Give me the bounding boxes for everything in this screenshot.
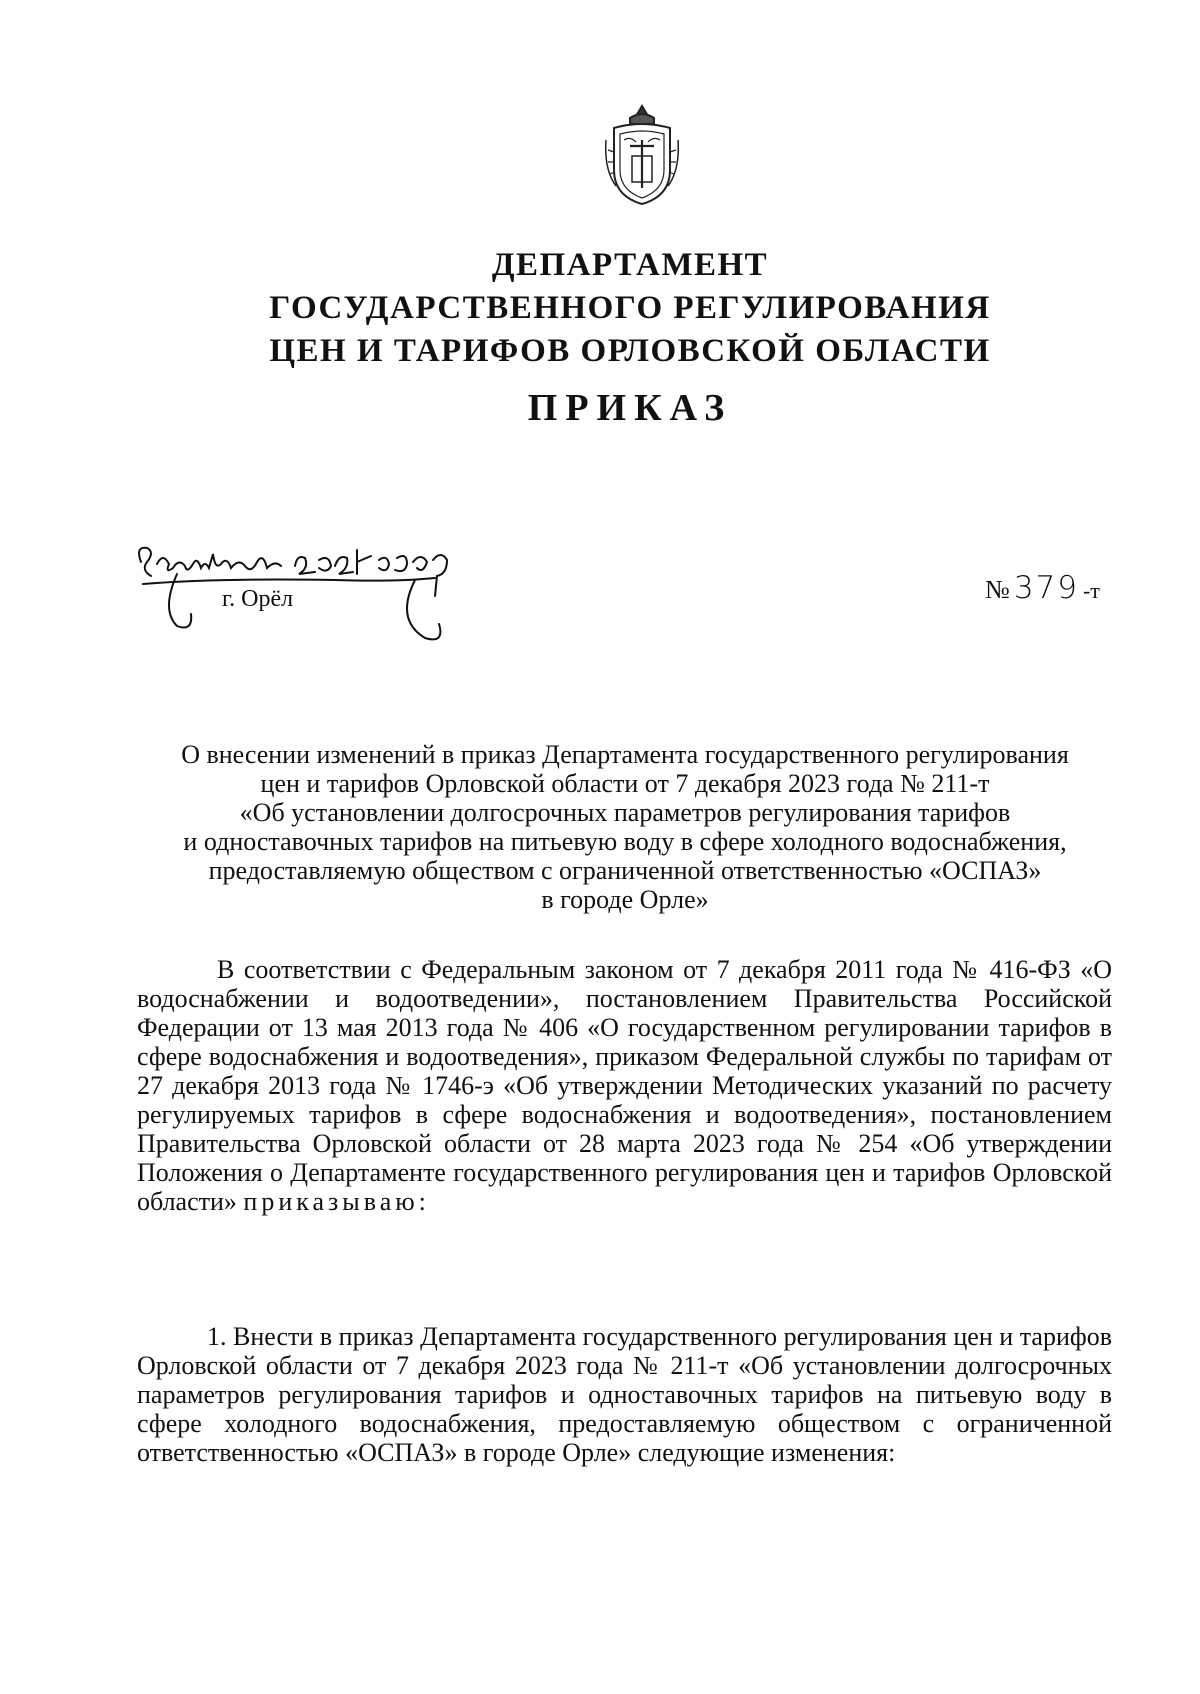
subject-line: предоставляемую обществом с ограниченной ответственностью «ОСПАЗ» <box>208 856 1042 885</box>
handwritten-date <box>135 540 495 660</box>
city-label: г. Орёл <box>222 586 294 612</box>
department-line-1: ДЕПАРТАМЕНТ <box>491 247 769 283</box>
clause-1-paragraph: 1. Внести в приказ Департамента государственного регулирования цен и тарифов Орловской области от 7 декабря 2023 года № 211-т «Об установлении долгосрочных параметров регулирования тарифов и одноставочных тарифов на питьевую воду в сфере холодного водоснабжения, предоставляемую обществом с ограниченной ответственностью «ОСПАЗ» в городе Орле» следующие изменения: <box>137 1322 1112 1467</box>
order-subject <box>130 740 1120 914</box>
department-name <box>250 244 1010 373</box>
subject-line: цен и тарифов Орловской области от 7 декабря 2023 года № 211-т <box>260 769 990 798</box>
subject-line: в городе Орле» <box>541 885 709 914</box>
preamble-text: В соответствии с Федеральным законом от 7 декабря 2011 года № 416-ФЗ «О водоснабжении и водоотведении», постановлением Правительства Российской Федерации от 13 мая 2013 года № 406 «О государственном регулировании тарифов в сфере водоснабжения и водоотведения», приказом Федеральной службы по тарифам от 27 декабря 2013 года № 1746-э «Об утверждении Методических указаний по расчету регулируемых тарифов в сфере водоснабжения и водоотведения», постановлением Правительства Орловской области от 28 марта 2023 года № 254 «Об утверждении Положения о Департаменте государственного регулирования цен и тарифов Орловской области» <box>137 955 1112 1216</box>
order-verb: приказываю: <box>243 1187 430 1216</box>
preamble-paragraph <box>137 955 1112 1216</box>
subject-line: О внесении изменений в приказ Департамента государственного регулирования <box>181 740 1069 769</box>
subject-line: и одноставочных тарифов на питьевую воду в сфере холодного водоснабжения, <box>183 827 1067 856</box>
subject-line: «Об установлении долгосрочных параметров регулирования тарифов <box>239 798 1011 827</box>
handwritten-number: 379 <box>1013 570 1079 606</box>
department-line-2: ГОСУДАРСТВЕННОГО РЕГУЛИРОВАНИЯ <box>269 290 991 326</box>
department-line-3: ЦЕН И ТАРИФОВ ОРЛОВСКОЙ ОБЛАСТИ <box>269 333 991 369</box>
coat-of-arms-emblem <box>600 100 684 210</box>
number-sign: № <box>985 575 1010 604</box>
document-type-title: ПРИКАЗ <box>527 387 733 429</box>
number-suffix: -т <box>1082 578 1100 603</box>
order-number <box>985 570 1100 606</box>
